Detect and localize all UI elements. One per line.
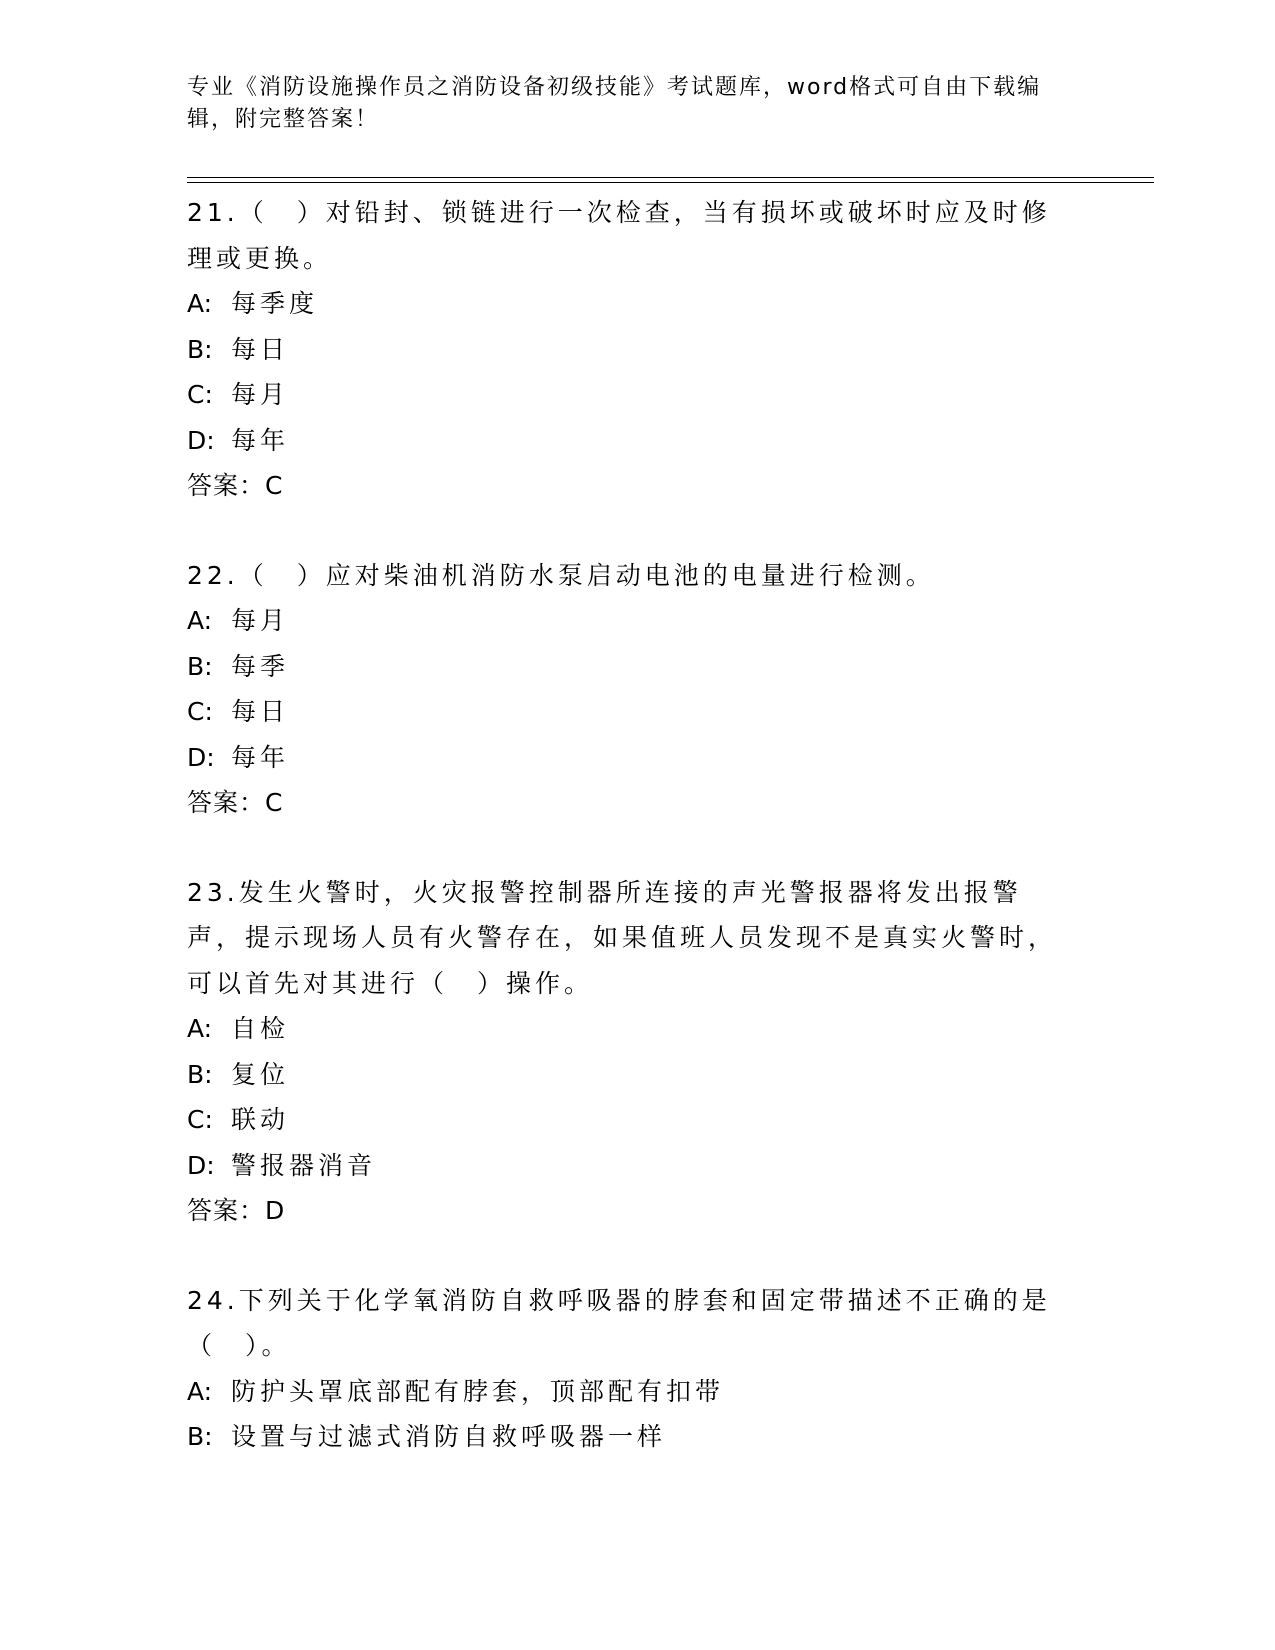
document-header: 专业《消防设施操作员之消防设备初级技能》考试题库，word格式可自由下载编辑，附完整答案！ xyxy=(187,75,1042,132)
option-letter: B: xyxy=(187,651,213,681)
option-letter: B: xyxy=(187,1059,213,1089)
option-letter: D: xyxy=(187,742,215,772)
option-b xyxy=(187,1414,1087,1460)
option-a xyxy=(187,598,1087,644)
option-b xyxy=(187,644,1087,690)
option-text: 设置与过滤式消防自救呼吸器一样 xyxy=(231,1422,667,1451)
question-text: 22.（ ）应对柴油机消防水泵启动电池的电量进行检测。 xyxy=(187,560,935,590)
option-letter: C: xyxy=(187,697,213,726)
option-text: 自检 xyxy=(231,1014,290,1043)
answer-line: 答案：C xyxy=(187,788,284,817)
answer-line: 答案：D xyxy=(187,1196,286,1225)
option-c xyxy=(187,689,1087,735)
option-letter: A: xyxy=(187,1376,213,1406)
header-divider-top xyxy=(187,177,1154,178)
answer-line: 答案：C xyxy=(187,471,284,500)
option-letter: C: xyxy=(187,1105,213,1134)
option-a xyxy=(187,281,1087,327)
option-letter: A: xyxy=(187,289,213,318)
question-23 xyxy=(187,870,1087,1234)
header-divider-bottom xyxy=(187,182,1154,183)
question-text: 23.发生火警时，火灾报警控制器所连接的声光警报器将发出报警声，提示现场人员有火警存在，如果值班人员发现不是真实火警时，可以首先对其进行（ ）操作。 xyxy=(187,877,1058,998)
question-22 xyxy=(187,553,1087,826)
option-b xyxy=(187,1052,1087,1098)
option-letter: B: xyxy=(187,334,213,364)
option-b xyxy=(187,327,1087,373)
option-a xyxy=(187,1369,1087,1415)
option-c xyxy=(187,372,1087,418)
option-text: 防护头罩底部配有脖套，顶部配有扣带 xyxy=(231,1376,725,1406)
option-text: 每季 xyxy=(231,651,290,681)
option-text: 每年 xyxy=(231,425,290,455)
option-letter: B: xyxy=(187,1422,213,1451)
option-text: 复位 xyxy=(231,1059,290,1089)
question-21 xyxy=(187,190,1087,509)
option-text: 每年 xyxy=(231,742,290,772)
option-d xyxy=(187,1143,1087,1189)
question-text: 21.（ ）对铅封、锁链进行一次检查，当有损坏或破坏时应及时修理或更换。 xyxy=(187,198,1051,273)
option-text: 每月 xyxy=(231,380,290,409)
option-text: 每日 xyxy=(231,697,290,726)
option-c xyxy=(187,1097,1087,1143)
question-text: 24.下列关于化学氧消防自救呼吸器的脖套和固定带描述不正确的是（ ）。 xyxy=(187,1285,1051,1360)
option-letter: A: xyxy=(187,1014,213,1043)
option-letter: C: xyxy=(187,380,213,409)
option-letter: A: xyxy=(187,606,213,635)
option-text: 每月 xyxy=(231,606,290,635)
option-text: 每季度 xyxy=(231,289,319,318)
option-letter: D: xyxy=(187,1150,215,1180)
option-text: 警报器消音 xyxy=(231,1150,377,1180)
option-text: 联动 xyxy=(231,1105,290,1134)
option-letter: D: xyxy=(187,425,215,455)
option-text: 每日 xyxy=(231,334,290,364)
option-d xyxy=(187,735,1087,781)
question-list xyxy=(187,190,1087,1504)
question-24 xyxy=(187,1278,1087,1460)
option-a xyxy=(187,1006,1087,1052)
option-d xyxy=(187,418,1087,464)
